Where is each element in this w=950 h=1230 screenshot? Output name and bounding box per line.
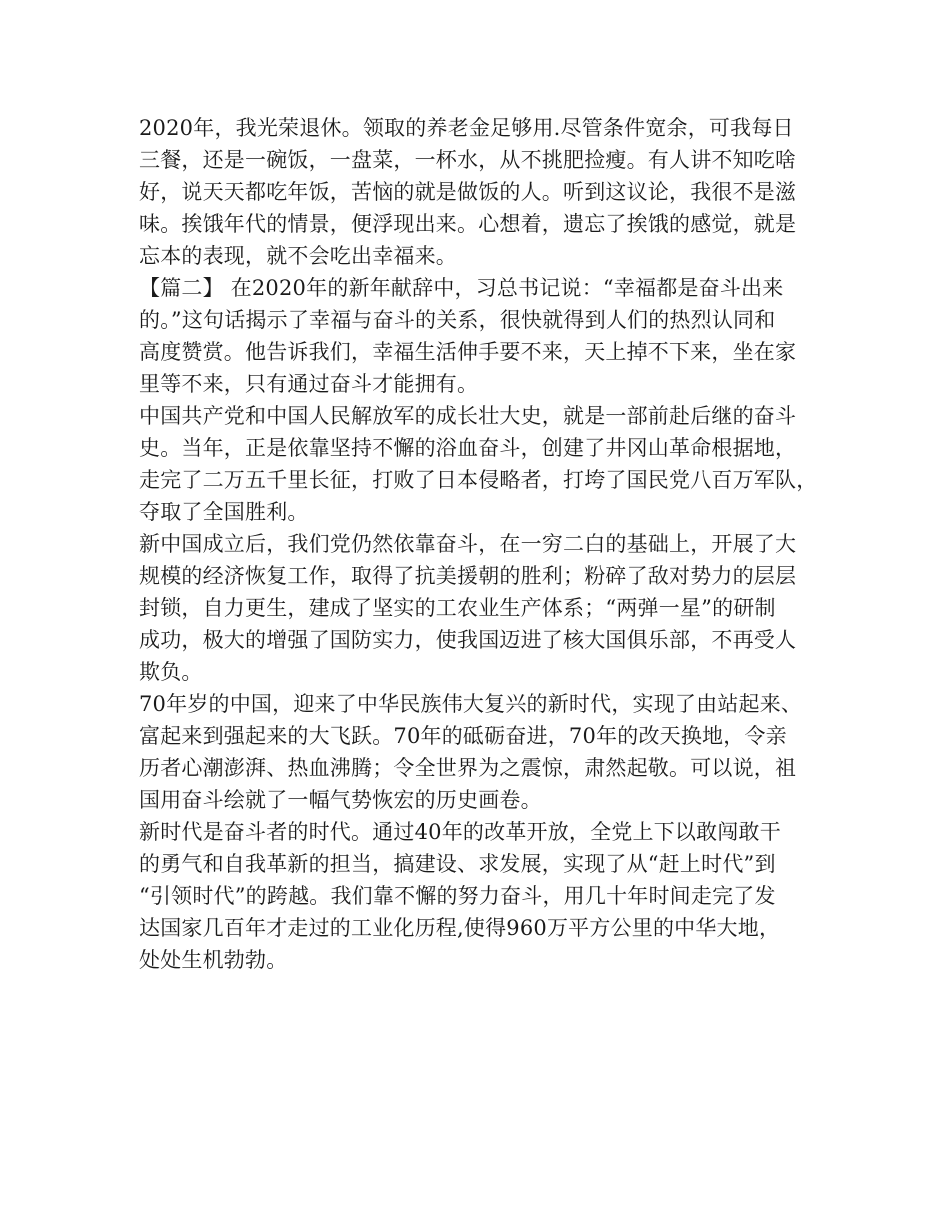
text-line: 的勇气和自我革新的担当，搞建设、求发展，实现了从“赶上时代”到	[139, 852, 776, 876]
text-line: 史。当年，正是依靠坚持不懈的浴血奋斗，创建了井冈山革命根据地，	[139, 436, 797, 460]
text-line: 新中国成立后，我们党仍然依靠奋斗，在一穷二白的基础上，开展了大	[139, 532, 797, 556]
text-line: 里等不来，只有通过奋斗才能拥有。	[139, 372, 479, 396]
text-line: 欺负。	[139, 660, 203, 684]
document-body	[139, 112, 839, 976]
text-line: 味。挨饿年代的情景，便浮现出来。心想着，遗忘了挨饿的感觉，就是	[139, 212, 797, 236]
text-line: 处处生机勃勃。	[139, 948, 288, 972]
text-line: 历者心潮澎湃、热血沸腾；令全世界为之震惊，肃然起敬。可以说，祖	[139, 756, 797, 780]
text-line: 封锁，自力更生，建成了坚实的工农业生产体系；“两弹一星”的研制	[139, 596, 776, 620]
text-line: 高度赞赏。他告诉我们，幸福生活伸手要不来，天上掉不下来，坐在家	[139, 340, 797, 364]
text-line: 忘本的表现，就不会吃出幸福来。	[139, 244, 457, 268]
text-line: 规模的经济恢复工作，取得了抗美援朝的胜利；粉碎了敌对势力的层层	[139, 564, 797, 588]
text-line: 好，说天天都吃年饭，苦恼的就是做饭的人。听到这议论，我很不是滋	[139, 180, 797, 204]
section-heading-line: 【篇二】 在2020年的新年献辞中，习总书记说：“幸福都是奋斗出来	[139, 276, 784, 300]
text-line: 中国共产党和中国人民解放军的成长壮大史，就是一部前赴后继的奋斗	[139, 404, 797, 428]
text-line: 2020年，我光荣退休。领取的养老金足够用.尽管条件宽余，可我每日	[139, 116, 794, 140]
text-line: 走完了二万五千里长征，打败了日本侵略者，打垮了国民党八百万军队，	[139, 468, 818, 492]
text-line: 成功，极大的增强了国防实力，使我国迈进了核大国俱乐部，不再受人	[139, 628, 797, 652]
text-line: 三餐，还是一碗饭，一盘菜，一杯水，从不挑肥捡瘦。有人讲不知吃啥	[139, 148, 797, 172]
text-line: 达国家几百年才走过的工业化历程,使得960万平方公里的中华大地，	[139, 916, 781, 940]
text-line: 夺取了全国胜利。	[139, 500, 309, 524]
text-line: 国用奋斗绘就了一幅气势恢宏的历史画卷。	[139, 788, 542, 812]
text-line: “引领时代”的跨越。我们靠不懈的努力奋斗，用几十年时间走完了发	[139, 884, 776, 908]
text-line: 70年岁的中国，迎来了中华民族伟大复兴的新时代，实现了由站起来、	[139, 692, 803, 716]
text-line: 富起来到强起来的大飞跃。70年的砥砺奋进，70年的改天换地，令亲	[139, 724, 787, 748]
text-line: 新时代是奋斗者的时代。通过40年的改革开放，全党上下以敢闯敢干	[139, 820, 781, 844]
text-line: 的。”这句话揭示了幸福与奋斗的关系，很快就得到人们的热烈认同和	[139, 308, 776, 332]
